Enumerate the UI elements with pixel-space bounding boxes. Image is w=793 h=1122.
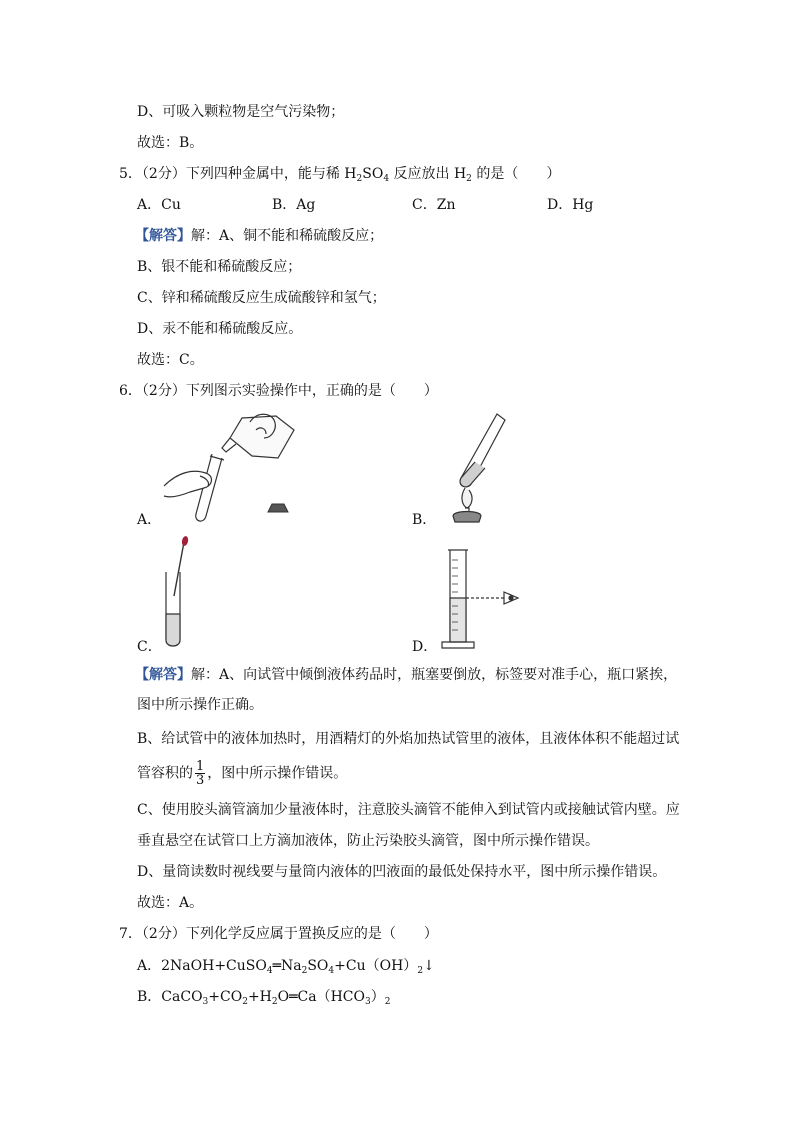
pouring-liquid-figure [160, 408, 300, 526]
dropper-figure [160, 536, 200, 650]
q7-b-part-4: +H [247, 989, 272, 1005]
q6-analysis-line-3: B、给试管中的液体加热时，用酒精灯的外焰加热试管里的液体，且液体体积不能超过试 [137, 731, 680, 747]
q5-stem [119, 164, 560, 189]
q6-analysis-line-4 [137, 760, 347, 787]
q7-a-part-6: +Cu（OH） [334, 958, 418, 974]
q5-sub-3: 2 [466, 174, 472, 184]
fraction-numerator: 1 [196, 759, 205, 774]
q6-analysis-line-1 [135, 665, 677, 685]
q6-fig-label-b: B． [412, 512, 437, 528]
q6-analysis-line-5: C、使用胶头滴管滴加少量液体时，注意胶头滴管不能伸入到试管内或接触试管内壁。应 [137, 802, 680, 818]
q7-option-a-label: A． [137, 958, 162, 974]
q6-stem [119, 381, 438, 401]
q7-option-b [137, 987, 390, 1012]
q6-analysis-line-2: 图中所示操作正确。 [137, 697, 263, 713]
q5-score: （2分） [141, 166, 186, 182]
one-third-fraction [195, 760, 205, 787]
q7-b-sub-1: 3 [202, 997, 209, 1007]
q7-option-b-label: B． [137, 989, 162, 1005]
q5-stem-text-c: 反应放出 H [389, 166, 467, 182]
q7-a-sub-7: 2 [417, 966, 424, 976]
fraction-denominator: 3 [196, 773, 205, 788]
q7-number: 7． [119, 926, 142, 942]
q6-number: 6． [119, 383, 142, 399]
q7-a-sub-3: 2 [301, 966, 308, 976]
q6-answer: 故选：A。 [137, 895, 204, 911]
prev-option-d: D、可吸入颗粒物是空气污染物； [137, 104, 345, 120]
q7-a-part-4: SO [307, 958, 329, 974]
q7-a-part-0: 2NaOH+CuSO [161, 958, 267, 974]
q6-analysis-tag: 【解答】 [135, 667, 191, 683]
q6-fig-label-c: C． [137, 639, 162, 655]
q5-option-d: D．Hg [547, 197, 594, 213]
q7-option-a [137, 956, 435, 981]
prev-answer: 故选：B。 [137, 135, 204, 151]
q7-b-sub-7: 3 [365, 997, 371, 1007]
q6-fig-label-a: A． [137, 512, 162, 528]
q5-sub-1: 2 [356, 174, 363, 184]
q5-number: 5． [119, 166, 142, 182]
q7-score: （2分） [141, 926, 186, 942]
q5-analysis-line-1 [135, 226, 383, 246]
heating-tube-figure [445, 410, 515, 526]
q7-b-part-2: +CO [208, 989, 243, 1005]
q7-b-part-6: O═Ca（HCO [277, 989, 365, 1005]
q5-option-b: B．Ag [272, 197, 316, 213]
q5-analysis-line-2: B、银不能和稀硫酸反应； [137, 259, 302, 275]
q5-stem-text-b: SO [362, 166, 384, 182]
q7-b-sub-3: 2 [242, 997, 248, 1007]
q6-b2-post: ，图中所示操作错误。 [207, 765, 348, 782]
q5-stem-text-a: 下列四种金属中，能与稀 H [185, 166, 357, 182]
q5-option-c: C．Zn [412, 197, 456, 213]
q5-answer: 故选：C。 [137, 352, 204, 368]
q6-stem-text: 下列图示实验操作中，正确的是（ ） [185, 383, 438, 399]
q7-a-sub-5: 4 [328, 966, 335, 976]
q7-b-part-8: ） [370, 989, 385, 1005]
q6-analysis-line-6: 垂直悬空在试管口上方滴加液体，防止污染胶头滴管，图中所示操作错误。 [137, 833, 599, 849]
q6-score: （2分） [141, 383, 186, 399]
q5-option-a: A．Cu [137, 197, 181, 213]
precipitate-arrow-icon: ↓ [423, 958, 435, 974]
q6-analysis-text-a1: 解：A、向试管中倾倒液体药品时，瓶塞要倒放，标签要对准手心，瓶口紧挨， [191, 667, 678, 683]
q7-a-sub-1: 4 [266, 966, 273, 976]
q5-sub-2: 4 [383, 174, 390, 184]
q7-b-sub-9: 2 [384, 997, 391, 1007]
q6-analysis-line-7: D、量筒读数时视线要与量筒内液体的凹液面的最低处保持水平，图中所示操作错误。 [137, 864, 667, 880]
q7-b-sub-5: 2 [271, 997, 278, 1007]
q7-a-part-2: ═Na [272, 958, 302, 974]
q6-fig-label-d: D． [412, 639, 438, 655]
graduated-cylinder-figure [440, 546, 524, 652]
q5-analysis-line-4: D、汞不能和稀硫酸反应。 [137, 321, 303, 337]
q6-b2-pre: 管容积的 [137, 765, 193, 782]
q5-analysis-text-1: 解：A、铜不能和稀硫酸反应； [191, 228, 384, 244]
q7-stem [119, 924, 438, 944]
q5-stem-text-d: 的是（ ） [471, 166, 561, 182]
q7-stem-text: 下列化学反应属于置换反应的是（ ） [185, 926, 438, 942]
q5-analysis-line-3: C、锌和稀硫酸反应生成硫酸锌和氢气； [137, 290, 386, 306]
q7-b-part-0: CaCO [161, 989, 203, 1005]
q5-analysis-tag: 【解答】 [135, 228, 191, 244]
